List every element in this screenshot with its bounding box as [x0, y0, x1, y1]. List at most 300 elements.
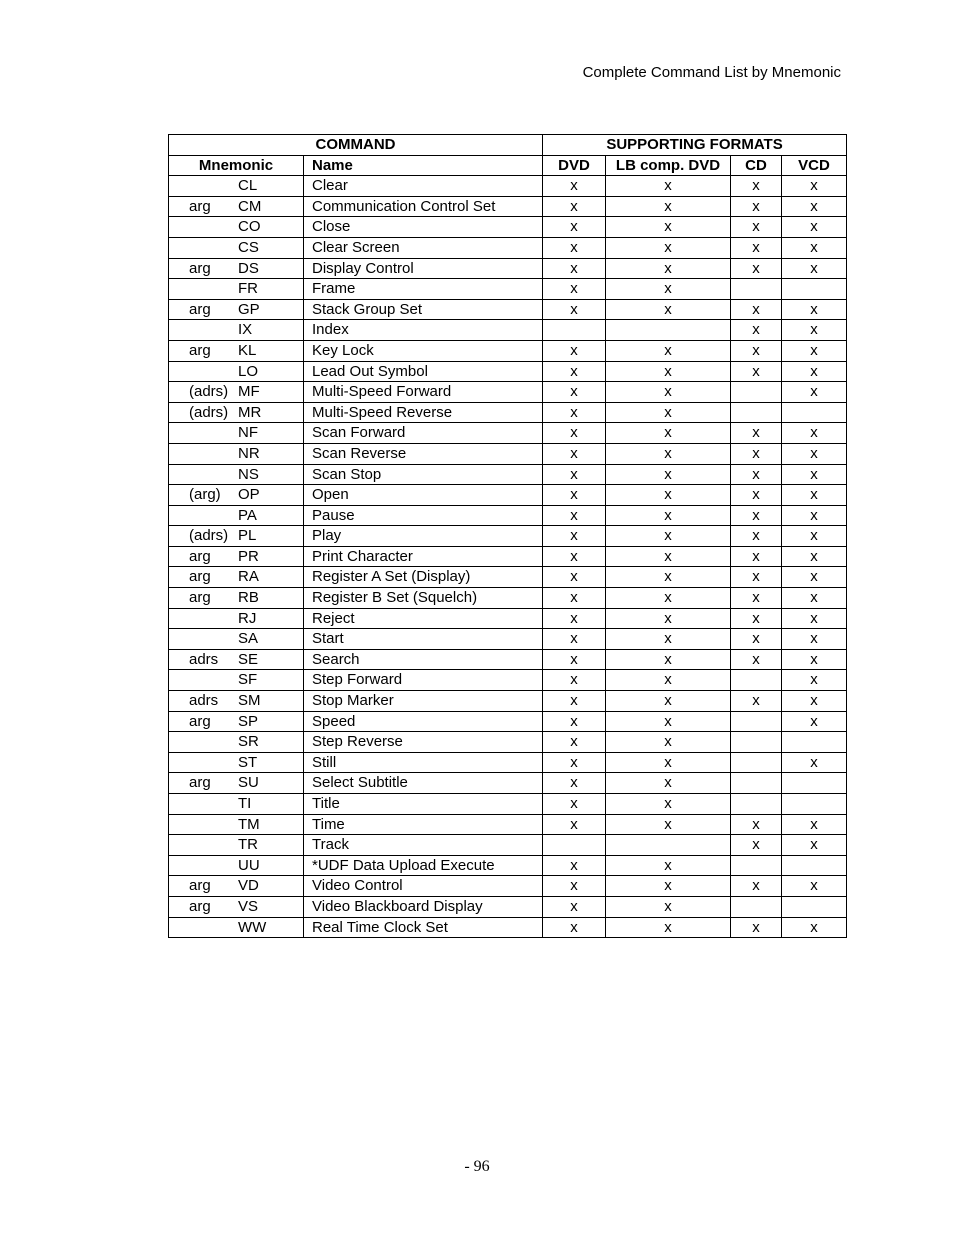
cd-support-cell [731, 711, 782, 732]
cd-support-cell: x [731, 588, 782, 609]
argument-label: adrs [189, 650, 219, 668]
mnemonic-cell [169, 464, 304, 485]
mnemonic-code: SU [238, 774, 259, 792]
vcd-support-cell: x [782, 464, 847, 485]
dvd-support-cell: x [543, 588, 606, 609]
mnemonic-code: RA [238, 568, 259, 586]
command-name-cell: Print Character [304, 546, 543, 567]
cd-support-cell: x [731, 567, 782, 588]
mnemonic-cell [169, 546, 304, 567]
cd-support-cell: x [731, 526, 782, 547]
command-name-cell: Track [304, 835, 543, 856]
argument-label: arg [189, 547, 211, 565]
mnemonic-code: LO [238, 362, 259, 380]
mnemonic-cell [169, 258, 304, 279]
mnemonic-cell [169, 423, 304, 444]
mnemonic-cell [169, 176, 304, 197]
mnemonic-cell [169, 608, 304, 629]
dvd-support-cell: x [543, 176, 606, 197]
dvd-header: DVD [543, 155, 606, 176]
mnemonic-code: CO [238, 218, 261, 236]
mnemonic-cell [169, 691, 304, 712]
mnemonic-code: IX [238, 321, 253, 339]
table-row [169, 464, 847, 485]
dvd-support-cell: x [543, 670, 606, 691]
dvd-support-cell [543, 835, 606, 856]
lb-comp-dvd-support-cell: x [606, 299, 731, 320]
dvd-support-cell: x [543, 896, 606, 917]
cd-support-cell: x [731, 505, 782, 526]
lb-comp-dvd-support-cell: x [606, 279, 731, 300]
dvd-support-cell: x [543, 361, 606, 382]
dvd-support-cell: x [543, 196, 606, 217]
vcd-support-cell: x [782, 526, 847, 547]
argument-label: arg [189, 712, 211, 730]
mnemonic-cell [169, 279, 304, 300]
cd-support-cell: x [731, 361, 782, 382]
command-name-cell: Communication Control Set [304, 196, 543, 217]
lb-comp-dvd-support-cell: x [606, 855, 731, 876]
mnemonic-cell [169, 340, 304, 361]
argument-label: (adrs) [189, 403, 229, 421]
command-name-cell: Video Control [304, 876, 543, 897]
lb-comp-dvd-support-cell: x [606, 382, 731, 403]
command-name-cell: Still [304, 752, 543, 773]
mnemonic-code: FR [238, 280, 258, 298]
dvd-support-cell: x [543, 567, 606, 588]
command-name-cell: Open [304, 485, 543, 506]
mnemonic-cell [169, 382, 304, 403]
table-row [169, 320, 847, 341]
lb-comp-dvd-support-cell: x [606, 732, 731, 753]
table-row [169, 835, 847, 856]
vcd-support-cell: x [782, 505, 847, 526]
table-row [169, 691, 847, 712]
mnemonic-cell [169, 629, 304, 650]
lb-comp-dvd-support-cell: x [606, 402, 731, 423]
argument-label: arg [189, 589, 211, 607]
mnemonic-code: NS [238, 465, 259, 483]
cd-support-cell [731, 279, 782, 300]
command-name-cell: Play [304, 526, 543, 547]
table-row [169, 526, 847, 547]
vcd-support-cell: x [782, 629, 847, 650]
table-row [169, 711, 847, 732]
vcd-support-cell: x [782, 814, 847, 835]
mnemonic-cell [169, 505, 304, 526]
command-name-cell: Search [304, 649, 543, 670]
vcd-support-cell: x [782, 361, 847, 382]
command-name-cell: Lead Out Symbol [304, 361, 543, 382]
mnemonic-code: NR [238, 444, 260, 462]
lb-comp-dvd-support-cell: x [606, 794, 731, 815]
table-row [169, 917, 847, 938]
name-header: Name [304, 155, 543, 176]
argument-label: arg [189, 341, 211, 359]
lb-comp-dvd-support-cell: x [606, 423, 731, 444]
cd-support-cell: x [731, 485, 782, 506]
mnemonic-cell [169, 485, 304, 506]
lb-comp-dvd-support-cell: x [606, 691, 731, 712]
lb-comp-dvd-support-cell: x [606, 217, 731, 238]
mnemonic-code: SM [238, 692, 261, 710]
table-row [169, 237, 847, 258]
mnemonic-cell [169, 567, 304, 588]
vcd-support-cell [782, 855, 847, 876]
command-name-cell: Multi-Speed Reverse [304, 402, 543, 423]
command-group-header: COMMAND [169, 135, 543, 156]
formats-group-header: SUPPORTING FORMATS [543, 135, 847, 156]
cd-support-cell [731, 794, 782, 815]
mnemonic-cell [169, 711, 304, 732]
table-row [169, 588, 847, 609]
vcd-support-cell: x [782, 320, 847, 341]
cd-support-cell: x [731, 299, 782, 320]
mnemonic-code: GP [238, 300, 260, 318]
cd-support-cell [731, 773, 782, 794]
command-name-cell: *UDF Data Upload Execute [304, 855, 543, 876]
command-name-cell: Title [304, 794, 543, 815]
vcd-support-cell: x [782, 588, 847, 609]
lb-comp-dvd-support-cell: x [606, 670, 731, 691]
command-name-cell: Scan Stop [304, 464, 543, 485]
command-name-cell: Time [304, 814, 543, 835]
cd-support-cell: x [731, 464, 782, 485]
mnemonic-code: MF [238, 383, 260, 401]
table-row [169, 567, 847, 588]
mnemonic-code: UU [238, 856, 260, 874]
vcd-support-cell: x [782, 237, 847, 258]
table-row [169, 649, 847, 670]
mnemonic-cell [169, 670, 304, 691]
vcd-support-cell: x [782, 217, 847, 238]
dvd-support-cell: x [543, 402, 606, 423]
mnemonic-code: CS [238, 238, 259, 256]
mnemonic-cell [169, 320, 304, 341]
lb-comp-dvd-support-cell: x [606, 526, 731, 547]
lb-comp-dvd-support-cell: x [606, 629, 731, 650]
vcd-support-cell [782, 896, 847, 917]
mnemonic-code: TI [238, 795, 252, 812]
dvd-support-cell: x [543, 485, 606, 506]
vcd-support-cell [782, 402, 847, 423]
mnemonic-code: MR [238, 403, 262, 421]
vcd-support-cell: x [782, 258, 847, 279]
table-row [169, 485, 847, 506]
mnemonic-code: SE [238, 650, 259, 668]
mnemonic-code: RB [238, 589, 259, 607]
table-row [169, 732, 847, 753]
dvd-support-cell: x [543, 546, 606, 567]
group-header-row [169, 135, 847, 156]
vcd-support-cell: x [782, 299, 847, 320]
cd-support-cell: x [731, 835, 782, 856]
lb-comp-dvd-support-cell: x [606, 196, 731, 217]
dvd-support-cell: x [543, 732, 606, 753]
mnemonic-code: SR [238, 733, 259, 751]
dvd-support-cell: x [543, 649, 606, 670]
mnemonic-cell [169, 217, 304, 238]
argument-label: adrs [189, 692, 219, 710]
table-row [169, 361, 847, 382]
cd-support-cell [731, 896, 782, 917]
mnemonic-code: KL [238, 341, 257, 359]
cd-support-cell: x [731, 237, 782, 258]
dvd-support-cell: x [543, 464, 606, 485]
command-name-cell: Register B Set (Squelch) [304, 588, 543, 609]
table-row [169, 443, 847, 464]
lb-comp-dvd-support-cell: x [606, 876, 731, 897]
command-name-cell: Scan Reverse [304, 443, 543, 464]
dvd-support-cell: x [543, 382, 606, 403]
table-row [169, 176, 847, 197]
vcd-support-cell: x [782, 340, 847, 361]
dvd-support-cell: x [543, 752, 606, 773]
command-name-cell: Step Reverse [304, 732, 543, 753]
vcd-support-cell: x [782, 876, 847, 897]
lb-comp-dvd-support-cell: x [606, 340, 731, 361]
argument-label: (arg) [189, 486, 221, 504]
cd-support-cell: x [731, 917, 782, 938]
cd-support-cell: x [731, 814, 782, 835]
mnemonic-code: PL [238, 527, 257, 545]
vcd-support-cell: x [782, 485, 847, 506]
table-row [169, 423, 847, 444]
command-name-cell: Video Blackboard Display [304, 896, 543, 917]
vcd-support-cell: x [782, 608, 847, 629]
table-row [169, 340, 847, 361]
command-name-cell: Step Forward [304, 670, 543, 691]
table-row [169, 896, 847, 917]
mnemonic-code: VS [238, 897, 259, 915]
dvd-support-cell: x [543, 217, 606, 238]
running-header: Complete Command List by Mnemonic [582, 64, 841, 81]
table-row [169, 299, 847, 320]
lb-comp-dvd-support-cell: x [606, 546, 731, 567]
command-name-cell: Index [304, 320, 543, 341]
mnemonic-cell [169, 588, 304, 609]
mnemonic-code: SF [238, 671, 258, 689]
mnemonic-code: CL [238, 177, 258, 195]
dvd-support-cell: x [543, 505, 606, 526]
table-row [169, 608, 847, 629]
dvd-support-cell: x [543, 279, 606, 300]
command-name-cell: Stop Marker [304, 691, 543, 712]
cd-support-cell: x [731, 629, 782, 650]
lb-comp-dvd-support-cell: x [606, 505, 731, 526]
mnemonic-code: CM [238, 197, 262, 215]
mnemonic-cell [169, 361, 304, 382]
cd-header: CD [731, 155, 782, 176]
mnemonic-code: ST [238, 753, 258, 771]
table-row [169, 382, 847, 403]
argument-label: arg [189, 774, 211, 792]
argument-label: arg [189, 259, 211, 277]
argument-label: arg [189, 897, 211, 915]
vcd-support-cell: x [782, 567, 847, 588]
mnemonic-cell [169, 752, 304, 773]
lb-comp-dvd-support-cell: x [606, 608, 731, 629]
dvd-support-cell: x [543, 691, 606, 712]
mnemonic-cell [169, 855, 304, 876]
vcd-support-cell: x [782, 691, 847, 712]
table-row [169, 855, 847, 876]
lb-comp-dvd-support-cell [606, 320, 731, 341]
mnemonic-code: SP [238, 712, 259, 730]
lb-comp-dvd-support-cell: x [606, 917, 731, 938]
mnemonic-code: NF [238, 424, 258, 442]
command-name-cell: Key Lock [304, 340, 543, 361]
table-row [169, 217, 847, 238]
dvd-support-cell: x [543, 299, 606, 320]
dvd-support-cell: x [543, 917, 606, 938]
mnemonic-cell [169, 732, 304, 753]
table-row [169, 629, 847, 650]
dvd-support-cell: x [543, 237, 606, 258]
mnemonic-cell [169, 876, 304, 897]
vcd-support-cell: x [782, 423, 847, 444]
vcd-support-cell: x [782, 711, 847, 732]
command-table [168, 134, 847, 938]
cd-support-cell: x [731, 546, 782, 567]
table-row [169, 773, 847, 794]
vcd-support-cell: x [782, 835, 847, 856]
dvd-support-cell: x [543, 855, 606, 876]
vcd-header: VCD [782, 155, 847, 176]
dvd-support-cell: x [543, 876, 606, 897]
mnemonic-code: TM [238, 815, 260, 833]
command-name-cell: Clear Screen [304, 237, 543, 258]
vcd-support-cell: x [782, 443, 847, 464]
lb-comp-dvd-support-cell: x [606, 773, 731, 794]
command-name-cell: Scan Forward [304, 423, 543, 444]
dvd-support-cell: x [543, 526, 606, 547]
vcd-support-cell [782, 279, 847, 300]
mnemonic-code: RJ [238, 609, 257, 627]
vcd-support-cell: x [782, 752, 847, 773]
command-name-cell: Multi-Speed Forward [304, 382, 543, 403]
vcd-support-cell: x [782, 670, 847, 691]
lb-comp-dvd-header: LB comp. DVD [606, 155, 731, 176]
command-name-cell: Pause [304, 505, 543, 526]
table-row [169, 279, 847, 300]
dvd-support-cell: x [543, 629, 606, 650]
dvd-support-cell: x [543, 258, 606, 279]
page-number: - 96 [464, 1158, 490, 1175]
argument-label: arg [189, 568, 211, 586]
table-row [169, 876, 847, 897]
dvd-support-cell: x [543, 340, 606, 361]
table-row [169, 814, 847, 835]
argument-label: (adrs) [189, 383, 229, 401]
command-name-cell: Register A Set (Display) [304, 567, 543, 588]
lb-comp-dvd-support-cell: x [606, 464, 731, 485]
vcd-support-cell: x [782, 917, 847, 938]
cd-support-cell: x [731, 649, 782, 670]
dvd-support-cell: x [543, 773, 606, 794]
lb-comp-dvd-support-cell: x [606, 896, 731, 917]
mnemonic-cell [169, 917, 304, 938]
table-row [169, 196, 847, 217]
lb-comp-dvd-support-cell: x [606, 176, 731, 197]
mnemonic-cell [169, 526, 304, 547]
cd-support-cell [731, 752, 782, 773]
lb-comp-dvd-support-cell: x [606, 443, 731, 464]
vcd-support-cell: x [782, 382, 847, 403]
table-row [169, 402, 847, 423]
mnemonic-cell [169, 196, 304, 217]
cd-support-cell: x [731, 320, 782, 341]
mnemonic-code: PR [238, 547, 259, 565]
argument-label: arg [189, 877, 211, 895]
mnemonic-cell [169, 835, 304, 856]
command-name-cell: Display Control [304, 258, 543, 279]
lb-comp-dvd-support-cell: x [606, 752, 731, 773]
mnemonic-cell [169, 649, 304, 670]
command-name-cell: Real Time Clock Set [304, 917, 543, 938]
command-name-cell: Reject [304, 608, 543, 629]
command-name-cell: Close [304, 217, 543, 238]
lb-comp-dvd-support-cell: x [606, 485, 731, 506]
table-row [169, 505, 847, 526]
dvd-support-cell: x [543, 814, 606, 835]
lb-comp-dvd-support-cell: x [606, 258, 731, 279]
mnemonic-header: Mnemonic [169, 155, 304, 176]
lb-comp-dvd-support-cell: x [606, 361, 731, 382]
lb-comp-dvd-support-cell [606, 835, 731, 856]
command-name-cell: Start [304, 629, 543, 650]
dvd-support-cell: x [543, 443, 606, 464]
mnemonic-code: VD [238, 877, 259, 895]
cd-support-cell: x [731, 876, 782, 897]
cd-support-cell: x [731, 176, 782, 197]
mnemonic-cell [169, 794, 304, 815]
dvd-support-cell: x [543, 711, 606, 732]
mnemonic-cell [169, 814, 304, 835]
table-row [169, 794, 847, 815]
dvd-support-cell: x [543, 794, 606, 815]
cd-support-cell: x [731, 608, 782, 629]
vcd-support-cell: x [782, 649, 847, 670]
command-name-cell: Frame [304, 279, 543, 300]
lb-comp-dvd-support-cell: x [606, 567, 731, 588]
argument-label: (adrs) [189, 527, 229, 545]
mnemonic-cell [169, 896, 304, 917]
dvd-support-cell [543, 320, 606, 341]
vcd-support-cell: x [782, 196, 847, 217]
command-name-cell: Clear [304, 176, 543, 197]
cd-support-cell: x [731, 340, 782, 361]
vcd-support-cell: x [782, 546, 847, 567]
cd-support-cell: x [731, 691, 782, 712]
vcd-support-cell: x [782, 176, 847, 197]
lb-comp-dvd-support-cell: x [606, 237, 731, 258]
mnemonic-code: TR [238, 836, 258, 854]
table-row [169, 670, 847, 691]
argument-label: arg [189, 197, 211, 215]
lb-comp-dvd-support-cell: x [606, 649, 731, 670]
cd-support-cell [731, 402, 782, 423]
table-row [169, 546, 847, 567]
lb-comp-dvd-support-cell: x [606, 588, 731, 609]
dvd-support-cell: x [543, 423, 606, 444]
command-name-cell: Select Subtitle [304, 773, 543, 794]
mnemonic-cell [169, 237, 304, 258]
cd-support-cell: x [731, 196, 782, 217]
cd-support-cell [731, 670, 782, 691]
cd-support-cell [731, 382, 782, 403]
table-row [169, 752, 847, 773]
